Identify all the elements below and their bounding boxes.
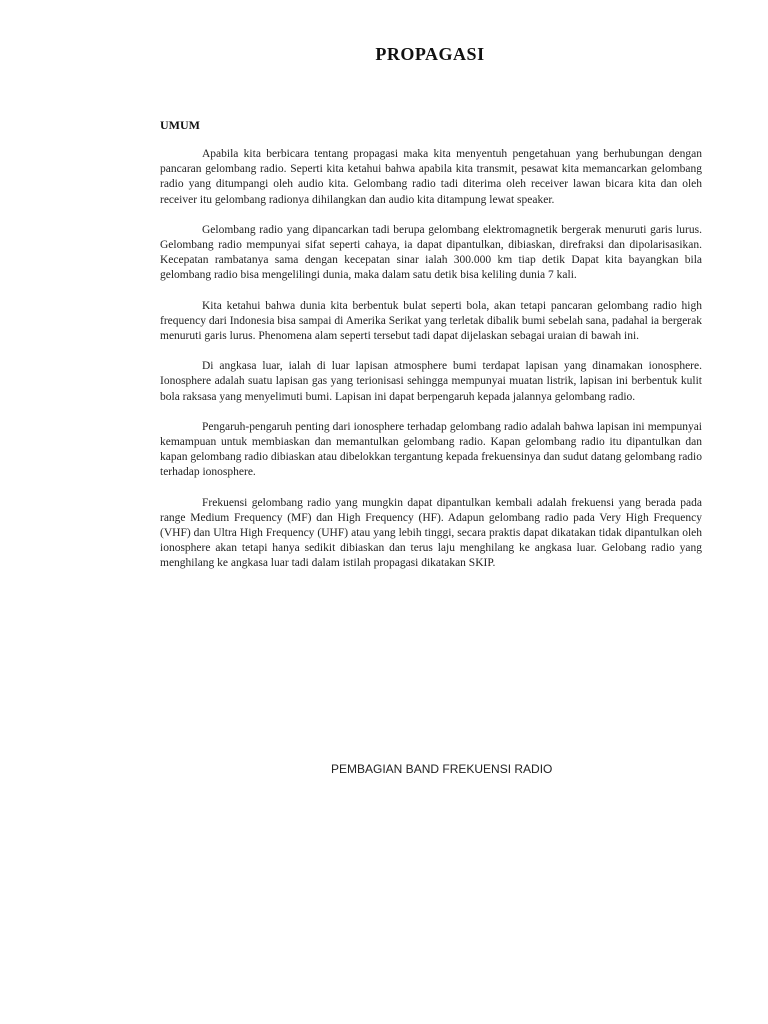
paragraph: Kita ketahui bahwa dunia kita berbentuk bulat seperti bola, akan tetapi pancaran gelombang radio high frequency dari Indonesia bisa sampai di Amerika Serikat yang terletak dibalik bumi sebelah sana, padahal ia bergerak menuruti garis lurus. Phenomena alam seperti tersebut tadi dapat dijelaskan sebagai uraian di bawah ini. [160,299,702,343]
paragraph: Apabila kita berbicara tentang propagasi maka kita menyentuh pengetahuan yang berhubungan dengan pancaran gelombang radio. Seperti kita ketahui bahwa apabila kita transmit, pesawat kita memancarkan gelombang radio yang ditumpangi oleh audio kita. Gelombang radio tadi diterima oleh receiver lawan bicara kita dan oleh receiver itu gelombang radionya dihilangkan dan audio kita ditampung lewat speaker. [160,148,702,206]
paragraph: Di angkasa luar, ialah di luar lapisan atmosphere bumi terdapat lapisan yang dinamakan ionosphere. Ionosphere adalah suatu lapisan gas yang terionisasi sehingga mempunyai muatan listrik, lapisan ini berbentuk kulit bola raksasa yang menyelimuti bumi. Lapisan ini dapat berpengaruh kepada jalannya gelombang radio. [160,360,702,403]
section-caption: PEMBAGIAN BAND FREKUENSI RADIO [331,762,553,776]
paragraph: Gelombang radio yang dipancarkan tadi berupa gelombang elektromagnetik bergerak menuruti garis lurus. Gelombang radio mempunyai sifat seperti cahaya, ia dapat dipantulkan, dibiaskan, direfraksi dan dipolarisasikan. Kecepatan rambatanya sama dengan kecepatan sinar ialah 300.000 km tiap detik Dapat kita bayangkan bila gelombang radio bisa mengelilingi dunia, maka dalam satu detik bisa keliling dunia 7 kali. [160,223,702,282]
section-heading: UMUM [160,118,200,132]
paragraph: Pengaruh-pengaruh penting dari ionosphere terhadap gelombang radio adalah bahwa lapisan ini mempunyai kemampuan untuk membiaskan dan memantulkan gelombang radio. Kapan gelombang radio itu dipantulkan dan kapan gelombang radio dibiaskan atau dibelokkan tergantung kepada frekuensinya dan sudut datang gelombang radio terhadap ionosphere. [160,420,702,479]
document-title: PROPAGASI [375,44,485,64]
paragraph: Frekuensi gelombang radio yang mungkin dapat dipantulkan kembali adalah frekuensi yang berada pada range Medium Frequency (MF) dan High Frequency (HF). Adapun gelombang radio pada Very High Frequency (VHF) dan Ultra High Frequency (UHF) atau yang lebih tinggi, secara praktis dapat dikatakan tidak dipantulkan oleh ionosphere akan tetapi hanya sedikit dibiaskan dan terus laju menghilang ke angkasa luar. Gelobang radio yang menghilang ke angkasa luar tadi dalam istilah propagasi dikatakan SKIP. [160,496,702,570]
body-text [160,147,702,587]
